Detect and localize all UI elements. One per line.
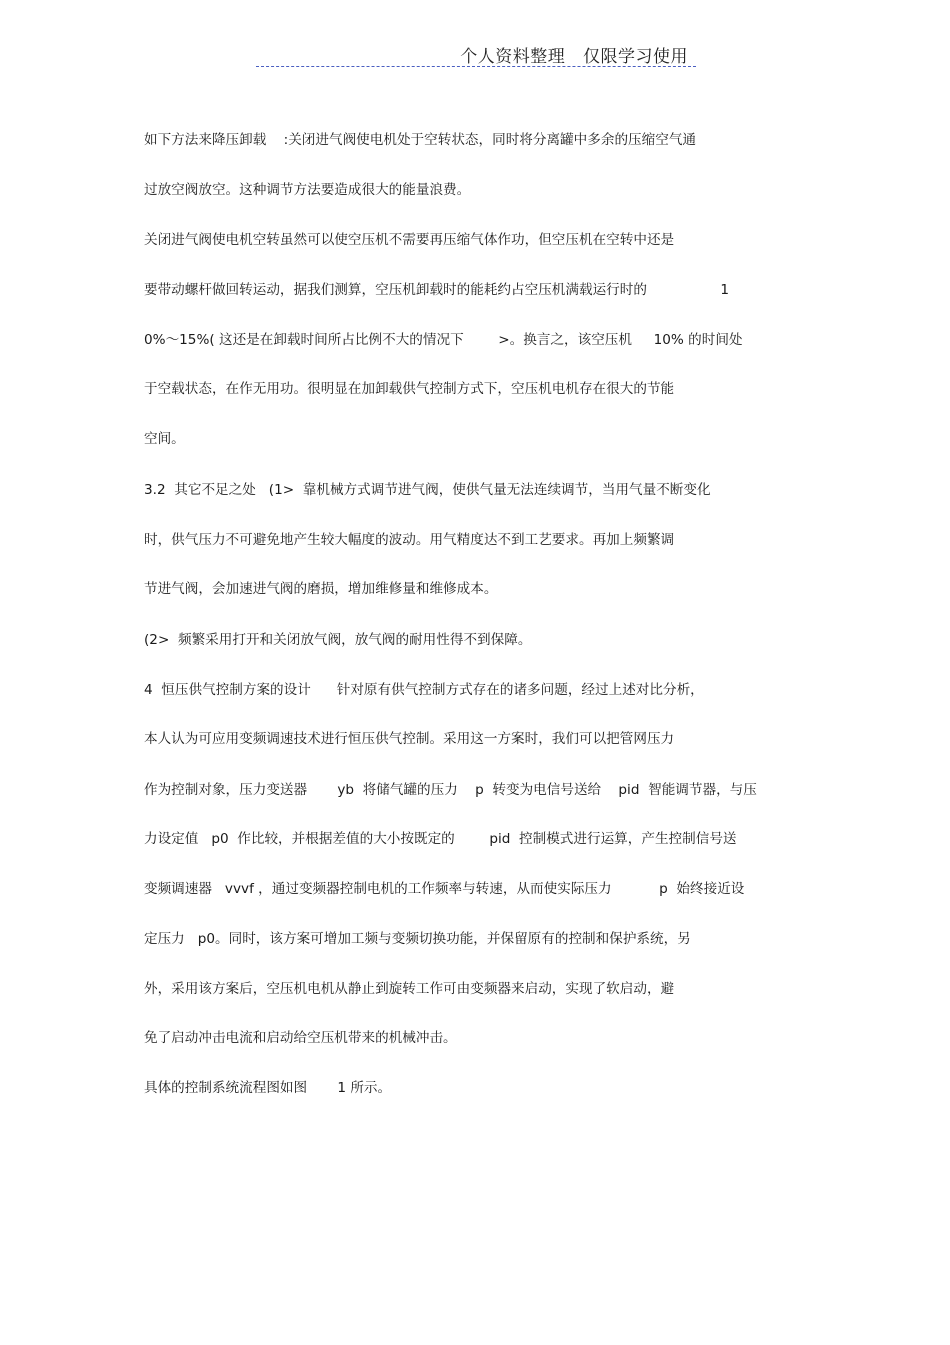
body-line: 空间。 [144, 431, 185, 447]
body-line: 关闭进气阀使电机空转虽然可以使空压机不需要再压缩气体作功，但空压机在空转中还是 [144, 232, 675, 248]
page-header [256, 40, 696, 67]
header-text: 个人资料整理 仅限学习使用 [460, 47, 688, 67]
body-line: 时，供气压力不可避免地产生较大幅度的波动。用气精度达不到工艺要求。再加上频繁调 [144, 532, 675, 548]
body-line: 具体的控制系统流程图如图 1 所示。 [144, 1080, 392, 1096]
body-line: 要带动螺杆做回转运动，据我们测算，空压机卸载时的能耗约占空压机满载运行时的 1 [144, 282, 730, 298]
body-line: 定压力 p0。同时，该方案可增加工频与变频切换功能，并保留原有的控制和保护系统，另 [144, 931, 691, 947]
body-line: 4 恒压供气控制方案的设计 针对原有供气控制方式存在的诸多问题，经过上述对比分析， [144, 682, 704, 698]
body-line: (2> 频繁采用打开和关闭放气阀，放气阀的耐用性得不到保障。 [144, 632, 532, 648]
body-line: 力设定值 p0 作比较，并根据差值的大小按既定的 pid 控制模式进行运算，产生控制信号送 [144, 831, 737, 847]
body-line: 外，采用该方案后，空压机电机从静止到旋转工作可由变频器来启动，实现了软启动，避 [144, 981, 675, 997]
body-line: 如下方法来降压卸载 :关闭进气阀使电机处于空转状态，同时将分离罐中多余的压缩空气通 [144, 132, 697, 148]
body-line: 免了启动冲击电流和启动给空压机带来的机械冲击。 [144, 1030, 457, 1046]
body-line: 本人认为可应用变频调速技术进行恒压供气控制。采用这一方案时，我们可以把管网压力 [144, 731, 675, 747]
body-line: 作为控制对象，压力变送器 yb 将储气罐的压力 p 转变为电信号送给 pid 智能调节器，与压 [144, 782, 757, 798]
body-line: 3.2 其它不足之处 (1> 靠机械方式调节进气阀，使供气量无法连续调节，当用气量不断变化 [144, 482, 711, 498]
body-line: 0%～15%( 这还是在卸载时间所占比例不大的情况下 >。换言之，该空压机 10% 的时间处 [144, 332, 743, 348]
body-line: 节进气阀，会加速进气阀的磨损，增加维修量和维修成本。 [144, 581, 498, 597]
body-line: 于空载状态，在作无用功。很明显在加卸载供气控制方式下，空压机电机存在很大的节能 [144, 381, 675, 397]
body-line: 变频调速器 vvvf ，通过变频器控制电机的工作频率与转速，从而使实际压力 p 始终接近设 [144, 881, 745, 897]
body-line: 过放空阀放空。这种调节方法要造成很大的能量浪费。 [144, 182, 471, 198]
